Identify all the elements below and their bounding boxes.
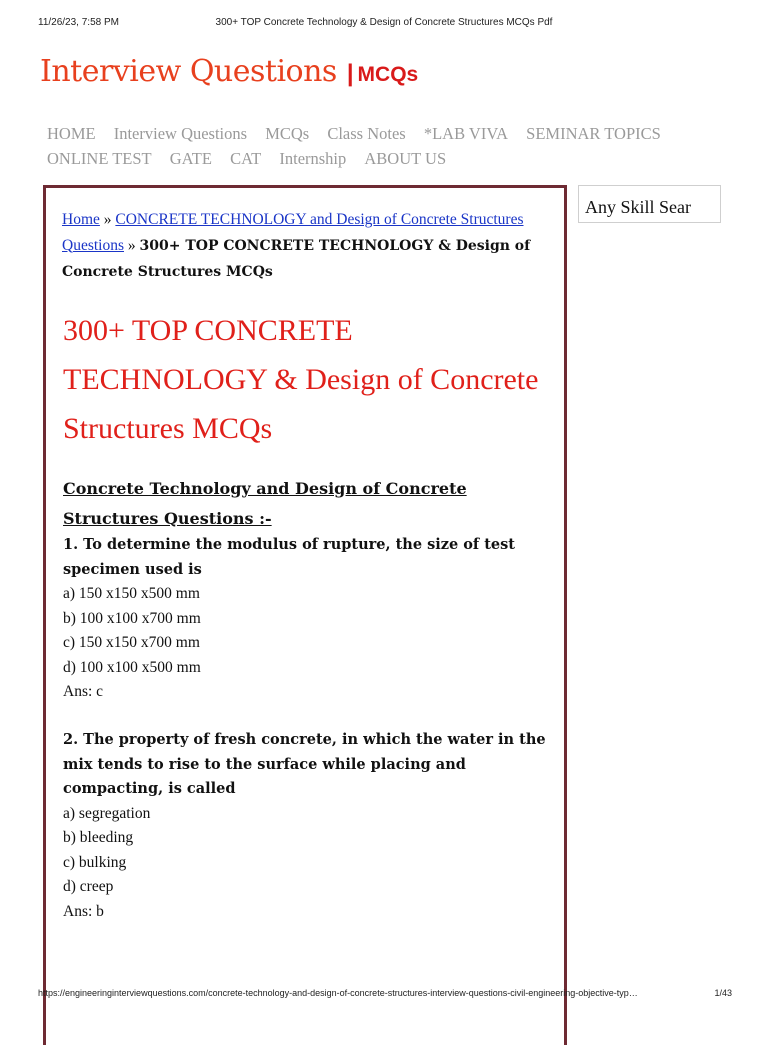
option-b: b) 100 x100 x700 mm bbox=[63, 609, 201, 627]
option-a: a) 150 x150 x500 mm bbox=[63, 585, 200, 602]
section-heading: Concrete Technology and Design of Concrete Structures Questions :- bbox=[63, 479, 467, 528]
nav-seminar-topics[interactable]: SEMINAR TOPICS bbox=[526, 124, 661, 143]
answer: Ans: b bbox=[63, 902, 104, 920]
option-d: d) creep bbox=[63, 878, 114, 895]
breadcrumb bbox=[62, 207, 550, 286]
nav-about-us[interactable]: ABOUT US bbox=[364, 149, 447, 168]
breadcrumb-home-link[interactable]: Home bbox=[62, 211, 100, 228]
breadcrumb-separator: » bbox=[124, 236, 140, 254]
breadcrumb-current: 300+ TOP CONCRETE TECHNOLOGY & Design of Concrete Structures MCQs bbox=[62, 237, 531, 280]
nav-lab-viva[interactable]: *LAB VIVA bbox=[423, 124, 509, 143]
page-count: 1/43 bbox=[714, 988, 732, 998]
site-brand-link[interactable]: Interview Questions bbox=[40, 54, 337, 89]
question-text: 2. The property of fresh concrete, in which the water in the mix tends to rise to the surface while placing and compacting, is called bbox=[63, 731, 546, 797]
question-text: 1. To determine the modulus of rupture, the size of test specimen used is bbox=[63, 536, 516, 578]
nav-interview-questions[interactable]: Interview Questions bbox=[113, 124, 248, 143]
article-content bbox=[43, 185, 567, 1045]
nav-class-notes[interactable]: Class Notes bbox=[327, 124, 406, 143]
print-doc-title: 300+ TOP Concrete Technology & Design of Concrete Structures MCQs Pdf bbox=[215, 17, 553, 28]
print-date: 11/26/23, 7:58 PM bbox=[38, 17, 119, 28]
breadcrumb-separator: » bbox=[99, 211, 116, 228]
print-footer bbox=[38, 988, 732, 1002]
option-c: c) bulking bbox=[63, 853, 127, 871]
print-header bbox=[38, 17, 730, 31]
option-d: d) 100 x100 x500 mm bbox=[63, 658, 201, 676]
page-title: 300+ TOP CONCRETE TECHNOLOGY & Design of Concrete Structures MCQs bbox=[63, 314, 539, 445]
nav-internship[interactable]: Internship bbox=[279, 149, 347, 168]
skill-search-input[interactable] bbox=[578, 185, 721, 223]
nav-mcqs[interactable]: MCQs bbox=[265, 124, 310, 143]
question-block bbox=[63, 533, 553, 705]
nav-gate[interactable]: GATE bbox=[169, 149, 212, 168]
site-section-label: MCQs bbox=[357, 63, 419, 86]
nav-home[interactable]: HOME bbox=[47, 124, 96, 143]
title-separator: | bbox=[346, 60, 354, 87]
nav-online-test[interactable]: ONLINE TEST bbox=[47, 149, 152, 168]
option-a: a) segregation bbox=[63, 804, 151, 822]
nav-cat[interactable]: CAT bbox=[230, 149, 262, 168]
print-url: https://engineeringinterviewquestions.com/concrete-technology-and-design-of-concrete-structures-interview-questions-civil-engineering-objective-typ… bbox=[38, 988, 638, 998]
site-title[interactable] bbox=[40, 54, 418, 89]
breadcrumb-category-link[interactable]: CONCRETE TECHNOLOGY and Design of Concrete Structures Questions bbox=[62, 211, 524, 254]
answer: Ans: c bbox=[63, 683, 104, 700]
main-nav bbox=[47, 121, 687, 171]
question-block bbox=[63, 728, 553, 924]
option-b: b) bleeding bbox=[63, 829, 134, 846]
option-c: c) 150 x150 x700 mm bbox=[63, 634, 200, 651]
